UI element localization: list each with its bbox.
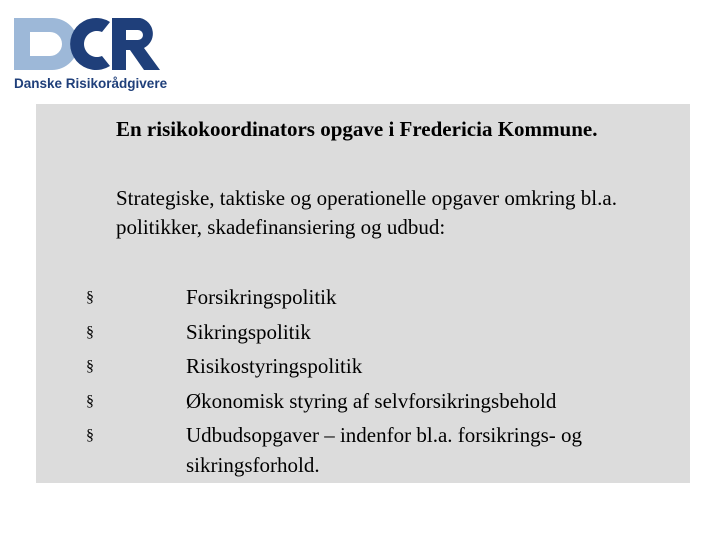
slide-intro: Strategiske, taktiske og operationelle opgaver omkring bl.a. politikker, skadefinansiering og udbud:: [116, 186, 617, 239]
list-item: [36, 420, 690, 477]
bullet-text: Udbudsopgaver – indenfor bl.a. forsikrings- og sikringsforhold.: [186, 423, 583, 477]
content-panel: [36, 104, 690, 483]
bullet-marker: §: [86, 323, 94, 341]
bullet-text: Forsikringspolitik: [186, 285, 337, 309]
bullet-text: Risikostyringspolitik: [186, 354, 363, 378]
list-item: [36, 317, 690, 352]
company-logo: [12, 12, 172, 94]
bullet-marker: §: [86, 427, 94, 444]
bullet-text: Økonomisk styring af selvforsikringsbehold: [186, 388, 557, 413]
slide-title: En risikokoordinators opgave i Fredericia Kommune.: [116, 117, 598, 141]
list-item: [36, 351, 690, 386]
dcr-logo-mark: [12, 12, 162, 74]
list-item: [36, 282, 690, 317]
bullet-text: Sikringspolitik: [186, 319, 311, 344]
list-item: [36, 386, 690, 421]
bullet-marker: §: [86, 358, 94, 375]
logo-caption: Danske Risikorådgivere: [14, 76, 168, 91]
bullet-list: [36, 282, 690, 477]
bullet-marker: §: [86, 392, 94, 410]
bullet-marker: §: [86, 289, 94, 306]
